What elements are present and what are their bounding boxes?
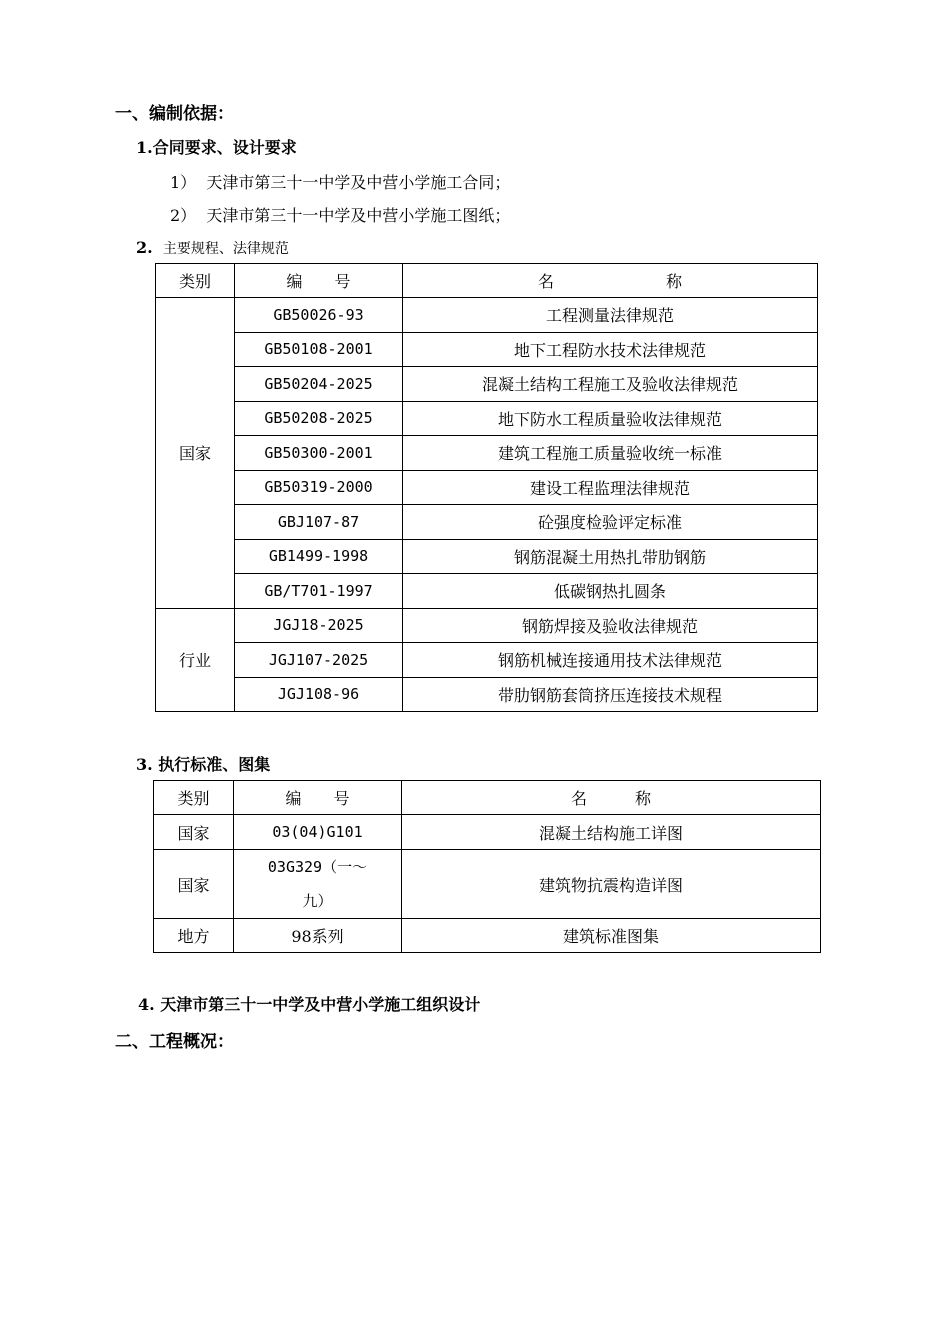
list-item	[170, 203, 510, 226]
header-code: 编 号	[235, 264, 403, 298]
header-category: 类别	[154, 781, 234, 815]
code-cell: 03(04)G101	[234, 815, 402, 850]
code-cell: GB50204-2025	[235, 367, 403, 402]
name-cell: 地下防水工程质量验收法律规范	[403, 401, 818, 436]
sub4-heading: 4. 天津市第三十一中学及中营小学施工组织设计	[138, 995, 481, 1014]
category-cell: 地方	[154, 919, 234, 953]
section2-heading: 二、工程概况：	[115, 1032, 234, 1052]
table-row	[154, 919, 821, 953]
sub1-heading: 1.合同要求、设计要求	[136, 138, 297, 157]
table-row	[156, 643, 818, 678]
section1-heading: 一、编制依据：	[115, 104, 234, 124]
name-cell: 建设工程监理法律规范	[403, 470, 818, 505]
header-name: 名 称	[402, 781, 821, 815]
code-cell: GB50319-2000	[235, 470, 403, 505]
table-row	[156, 539, 818, 574]
list-item-text: 天津市第三十一中学及中营小学施工合同；	[206, 173, 511, 192]
category-cell: 国家	[154, 850, 234, 919]
name-cell: 钢筋机械连接通用技术法律规范	[403, 643, 818, 678]
name-cell: 工程测量法律规范	[403, 298, 818, 333]
regulations-table	[155, 263, 818, 712]
code-cell: JGJ107-2025	[235, 643, 403, 678]
name-cell: 建筑标准图集	[402, 919, 821, 953]
name-cell: 建筑工程施工质量验收统一标准	[403, 436, 818, 471]
table-header-row	[156, 264, 818, 298]
category-cell: 行业	[156, 608, 235, 712]
name-cell: 建筑物抗震构造详图	[402, 850, 821, 919]
table-row	[156, 367, 818, 402]
table-row	[156, 298, 818, 333]
table-row	[156, 332, 818, 367]
table-row	[156, 401, 818, 436]
code-cell: GB50208-2025	[235, 401, 403, 436]
code-cell: JGJ18-2025	[235, 608, 403, 643]
list-item-number: 1）	[170, 173, 197, 192]
sub2-title: 主要规程、法律规范	[162, 241, 289, 257]
list-item-number: 2）	[170, 206, 197, 225]
name-cell: 地下工程防水技术法律规范	[403, 332, 818, 367]
code-cell: GB50108-2001	[235, 332, 403, 367]
sub2-number: 2.	[136, 238, 153, 257]
name-cell: 砼强度检验评定标准	[403, 505, 818, 540]
name-cell: 钢筋焊接及验收法律规范	[403, 608, 818, 643]
table-row	[156, 505, 818, 540]
code-cell: 98系列	[234, 919, 402, 953]
name-cell: 带肋钢筋套筒挤压连接技术规程	[403, 677, 818, 712]
table-row	[156, 436, 818, 471]
code-cell: GB50026-93	[235, 298, 403, 333]
list-item	[170, 170, 510, 193]
header-name: 名 称	[403, 264, 818, 298]
table-row	[156, 677, 818, 712]
code-cell: GBJ107-87	[235, 505, 403, 540]
code-cell: GB50300-2001	[235, 436, 403, 471]
category-cell: 国家	[154, 815, 234, 850]
header-code: 编 号	[234, 781, 402, 815]
category-cell: 国家	[156, 298, 235, 609]
table-row	[154, 815, 821, 850]
sub2-heading	[136, 238, 289, 258]
name-cell: 混凝土结构工程施工及验收法律规范	[403, 367, 818, 402]
table-header-row	[154, 781, 821, 815]
code-cell: JGJ108-96	[235, 677, 403, 712]
name-cell: 低碳钢热扎圆条	[403, 574, 818, 609]
table-row	[156, 470, 818, 505]
standards-table	[153, 780, 821, 953]
name-cell: 混凝土结构施工详图	[402, 815, 821, 850]
header-category: 类别	[156, 264, 235, 298]
code-cell: 03G329（一～九）	[234, 850, 402, 919]
list-item-text: 天津市第三十一中学及中营小学施工图纸；	[206, 206, 511, 225]
table-row	[154, 850, 821, 919]
sub3-heading: 3. 执行标准、图集	[136, 755, 271, 774]
name-cell: 钢筋混凝土用热扎带肋钢筋	[403, 539, 818, 574]
table-row	[156, 574, 818, 609]
code-cell: GB1499-1998	[235, 539, 403, 574]
code-cell: GB/T701-1997	[235, 574, 403, 609]
table-row	[156, 608, 818, 643]
